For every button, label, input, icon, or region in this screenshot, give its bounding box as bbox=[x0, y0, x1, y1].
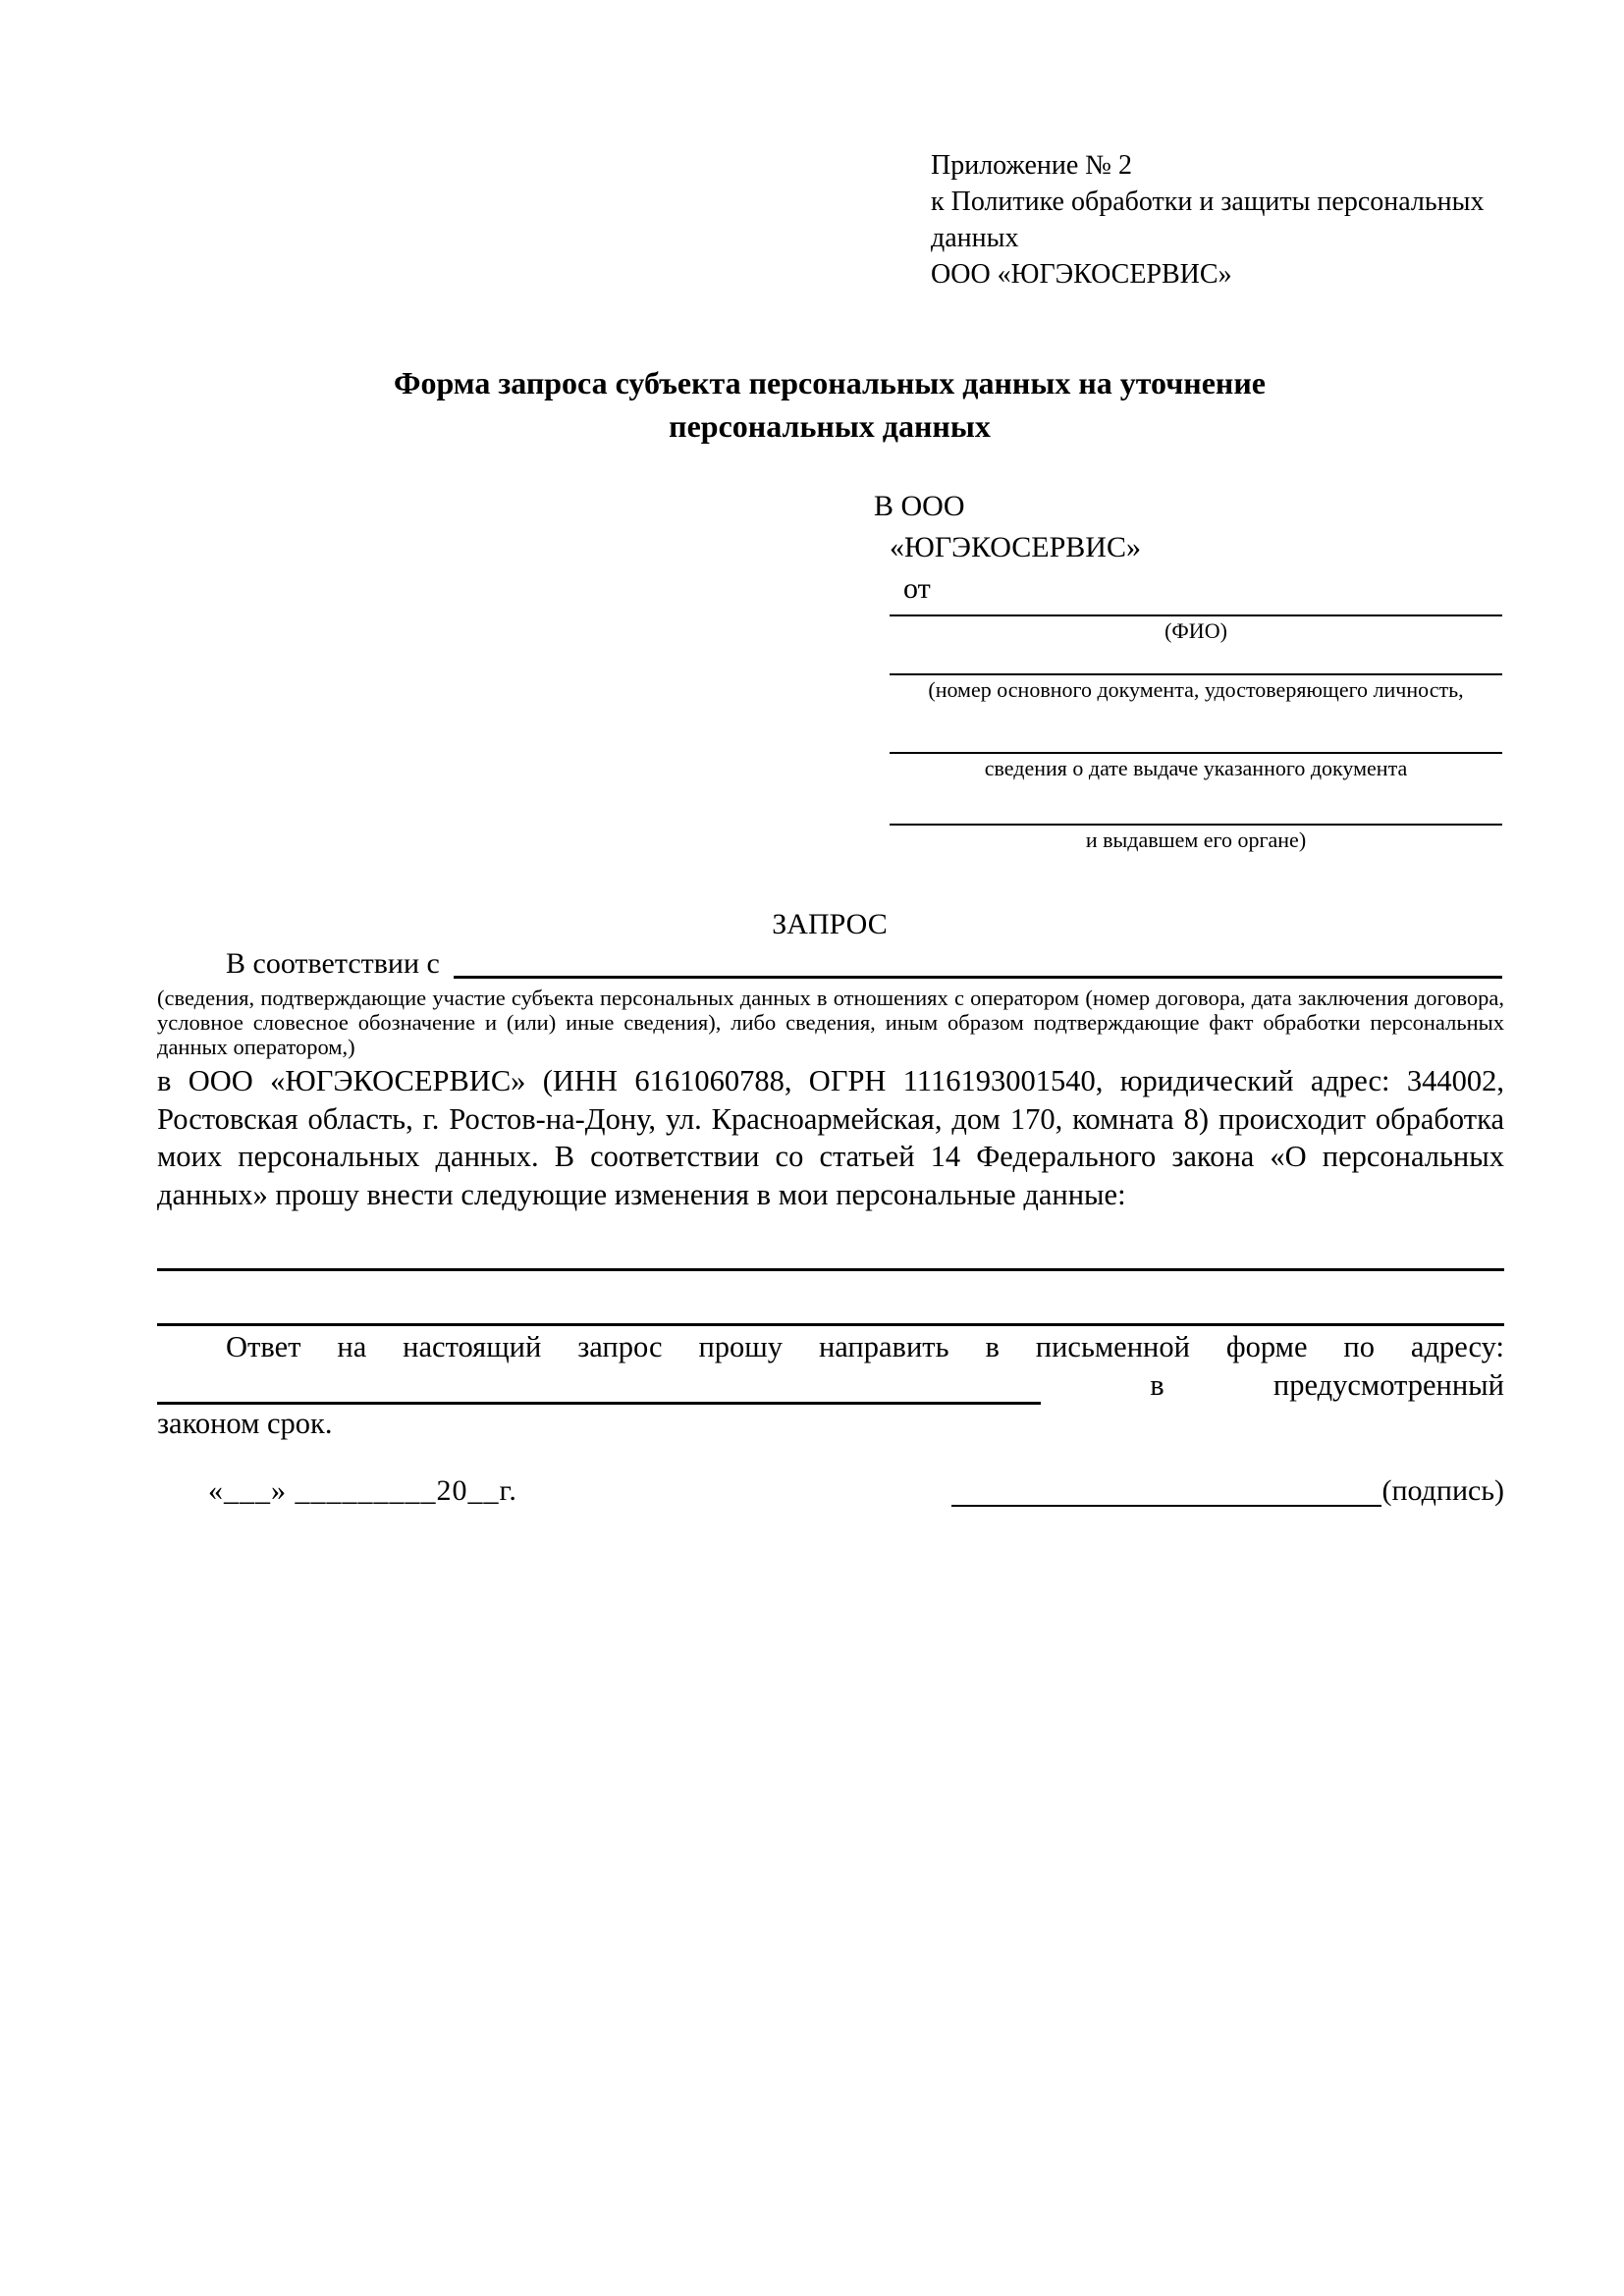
addressee-from-label: от bbox=[903, 572, 931, 605]
paragraph-indent bbox=[157, 944, 226, 984]
date-field: «___» _________20__г. bbox=[208, 1474, 517, 1507]
signature-caption: (подпись) bbox=[1381, 1474, 1504, 1507]
fine-print-note: (сведения, подтверждающие участие субъекта персональных данных в отношениях с оператором (номер договора, дата заключения договора, условное словесное обозначение и (или) иные сведения), либо сведения, иным образом подтверждающие факт обработки персональных данных оператором,) bbox=[157, 986, 1504, 1059]
intro-prefix-text: В соответствии с bbox=[226, 947, 440, 980]
date-signature-row bbox=[157, 1470, 1504, 1512]
appendix-header-line: данных bbox=[931, 223, 1019, 253]
intro-line bbox=[157, 944, 1502, 984]
page-title bbox=[157, 361, 1502, 448]
document-number-blank-line bbox=[890, 645, 1502, 675]
answer-line1: Ответ на настоящий запрос прошу направить в письменной форме по адресу: bbox=[226, 1330, 1504, 1363]
document-number-caption: (номер основного документа, удостоверяющего личность, bbox=[928, 677, 1464, 702]
appendix-header-line: к Политике обработки и защиты персональных bbox=[931, 187, 1485, 217]
addressee-org-name: «ЮГЭКОСЕРВИС» bbox=[890, 531, 1141, 563]
answer-line3: законом срок. bbox=[157, 1407, 333, 1440]
appendix-header-line: Приложение № 2 bbox=[931, 150, 1132, 181]
signature-field bbox=[951, 1470, 1504, 1512]
page-title-line2: персональных данных bbox=[669, 408, 991, 444]
issuing-authority-blank-line bbox=[890, 782, 1502, 826]
answer-word: предусмотренный bbox=[1272, 1368, 1504, 1402]
addressee-block bbox=[874, 486, 1502, 854]
appendix-header bbox=[931, 147, 1520, 293]
fio-blank-line bbox=[890, 610, 1502, 616]
answer-paragraph bbox=[157, 1328, 1504, 1443]
request-heading: ЗАПРОС bbox=[772, 908, 888, 940]
basis-blank-line bbox=[454, 944, 1502, 979]
answer-line2 bbox=[157, 1366, 1504, 1405]
changes-blank-line-2 bbox=[157, 1323, 1504, 1326]
signature-blank-line bbox=[951, 1471, 1381, 1507]
appendix-header-line: ООО «ЮГЭКОСЕРВИС» bbox=[931, 259, 1232, 290]
issue-date-caption: сведения о дате выдаче указанного документа bbox=[984, 756, 1408, 780]
request-body-paragraph: в ООО «ЮГЭКОСЕРВИС» (ИНН 6161060788, ОГРН 1116193001540, юридический адрес: 344002, Ростовская область, г. Ростов-на-Дону, ул. Красноармейская, дом 170, комната 8) происходит обработка моих персональных данных. В соответствии со статьей 14 Федерального закона «О персональных данных» прошу внести следующие изменения в мои персональные данные: bbox=[157, 1064, 1504, 1211]
fio-caption: (ФИО) bbox=[1164, 618, 1227, 643]
page-title-line1: Форма запроса субъекта персональных данных на уточнение bbox=[394, 365, 1266, 400]
issuing-authority-caption: и выдавшем его органе) bbox=[1085, 828, 1307, 852]
changes-blank-line-1 bbox=[157, 1268, 1504, 1271]
addressee-org-prefix: В ООО bbox=[874, 490, 965, 522]
answer-word: в bbox=[1150, 1368, 1164, 1402]
issue-date-blank-line bbox=[890, 704, 1502, 754]
address-blank-line bbox=[157, 1372, 1041, 1405]
